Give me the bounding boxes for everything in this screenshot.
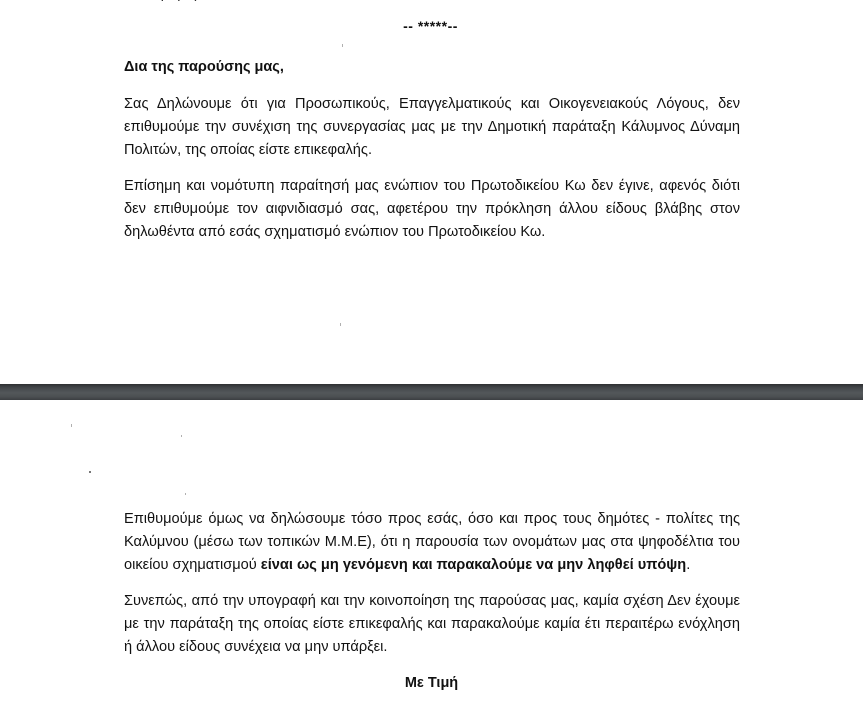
scan-speck [185, 493, 186, 495]
scan-speck [340, 323, 341, 326]
page-separator-bar [0, 384, 863, 400]
section-divider-mark [0, 18, 863, 34]
document-page-bottom [0, 400, 863, 711]
paragraph-public-statement-emphasis: είναι ως μη γενόμενη και παρακαλούμε να μην ληφθεί υπόψη [260, 557, 687, 573]
closing-signoff: Με Τιμή [404, 675, 459, 691]
cutoff-previous-line [160, 0, 202, 7]
paragraph-public-statement [124, 508, 740, 577]
paragraph-reasons: Σας Δηλώνουμε ότι για Προσωπικούς, Επαγγελματικούς και Οικογενειακούς Λόγους, δεν επιθυμούμε την συνέχιση της συνεργασίας μας με την Δημοτική παράταξη Κάλυμνος Δύναμη Πολιτών, της οποίας είστε επικεφαλής. [124, 96, 740, 158]
scan-speck [181, 435, 182, 437]
paragraph-resignation: Επίσημη και νομότυπη παραίτησή μας ενώπιον του Πρωτοδικείου Κω δεν έγινε, αφενός διότι δεν επιθυμούμε τον αιφνιδιασμό σας, αφετέρου την πρόκληση άλλου είδους βλάβης στον δηλωθέντα από εσάς σχηματισμό ενώπιον του Πρωτοδικείου Κω. [124, 178, 740, 240]
salutation: Δια της παρούσης μας, [124, 59, 284, 75]
paragraph-consequently: Συνεπώς, από την υπογραφή και την κοινοποίηση της παρούσας μας, καμία σχέση Δεν έχουμε με την παράταξη της οποίας είστε επικεφαλής και παρακαλούμε καμία έτι περαιτέρω ενόχληση ή άλλου είδους συνέχεια να μην υπάρξει. [124, 593, 740, 655]
paragraph-public-statement-text: Επιθυμούμε όμως να δηλώσουμε τόσο προς εσάς, όσο και προς τους δημότες - πολίτες της Καλύμνου (μέσω των τοπικών Μ.Μ.Ε), ότι η παρουσία των ονομάτων μας στα ψηφοδέλτια του οικείου σχηματισμού [124, 511, 740, 573]
scan-speck [89, 471, 91, 473]
divider-mark-text: -- *****-- [403, 18, 458, 34]
scan-speck [71, 424, 72, 427]
paragraph-public-statement-end: . [686, 557, 691, 573]
scan-speck [342, 44, 343, 47]
